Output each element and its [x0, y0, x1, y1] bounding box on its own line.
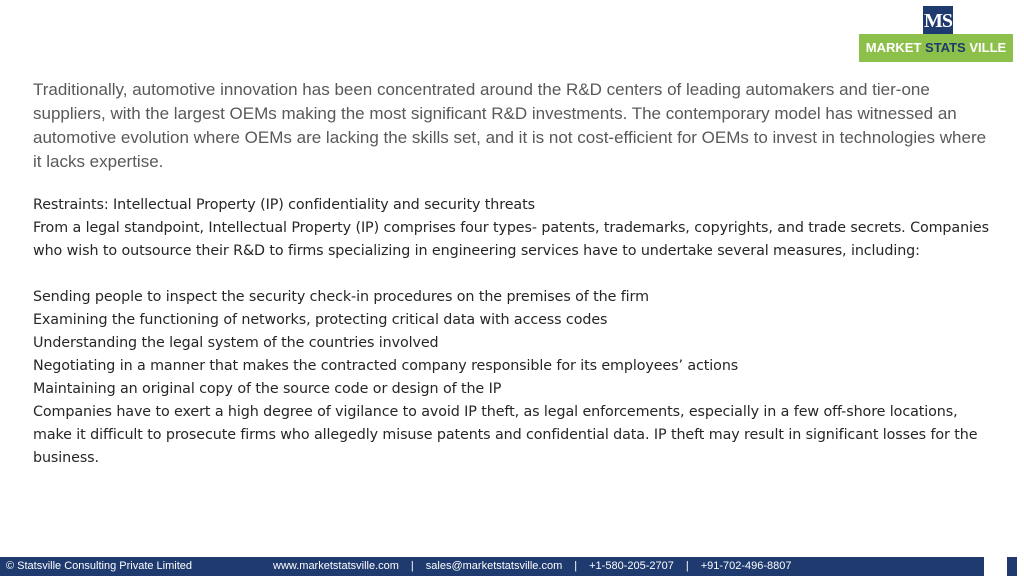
- footer-separator: |: [410, 560, 414, 572]
- footer-email-link[interactable]: sales@marketstatsville.com: [425, 560, 563, 572]
- logo-word-market: MARKET: [865, 40, 922, 55]
- logo-wordmark: [859, 34, 1013, 62]
- restraints-paragraph: From a legal standpoint, Intellectual Property (IP) comprises four types- patents, trademarks, copyrights, and trade secrets. Companies who wish to outsource their R&D to firms specializing in engineering services have to undertake several measures, including:: [33, 220, 989, 259]
- logo-mark: MS: [923, 6, 953, 36]
- footer-separator: |: [685, 560, 689, 572]
- footer-contacts: [273, 557, 792, 576]
- footer-bar: [0, 557, 984, 576]
- measure-item: Examining the functioning of networks, protecting critical data with access codes: [33, 312, 608, 328]
- footer-corner-accent: [1007, 557, 1017, 576]
- measure-item: Understanding the legal system of the countries involved: [33, 335, 439, 351]
- footer-phone-us: +1-580-205-2707: [589, 560, 674, 572]
- intro-paragraph: Traditionally, automotive innovation has been concentrated around the R&D centers of leading automakers and tier-one suppliers, with the largest OEMs making the most significant R&D investments. The contemporary model has witnessed an automotive evolution where OEMs are lacking the skills set, and it is not cost-efficient for OEMs to invest in technologies where it lacks expertise.: [33, 80, 987, 171]
- closing-paragraph: Companies have to exert a high degree of vigilance to avoid IP theft, as legal enforcements, especially in a few off-shore locations, make it difficult to prosecute firms who allegedly misuse patents and confidential data. IP theft may result in significant losses for the business.: [33, 404, 978, 466]
- measure-item: Negotiating in a manner that makes the contracted company responsible for its employees’ actions: [33, 358, 739, 374]
- measure-item: Maintaining an original copy of the source code or design of the IP: [33, 381, 502, 397]
- footer-copyright: © Statsville Consulting Private Limited: [6, 560, 193, 572]
- footer-phone-in: +91-702-496-8807: [700, 560, 792, 572]
- logo-word-ville: VILLE: [969, 40, 1007, 55]
- paragraph-gap: [33, 263, 993, 286]
- measure-item: Sending people to inspect the security check-in procedures on the premises of the firm: [33, 289, 649, 305]
- company-logo: [859, 6, 1013, 62]
- logo-word-stats: STATS: [925, 40, 966, 55]
- restraints-section: [33, 194, 993, 470]
- footer-website-link[interactable]: www.marketstatsville.com: [273, 560, 399, 572]
- restraints-heading: Restraints: Intellectual Property (IP) confidentiality and security threats: [33, 197, 535, 213]
- footer-separator: |: [574, 560, 578, 572]
